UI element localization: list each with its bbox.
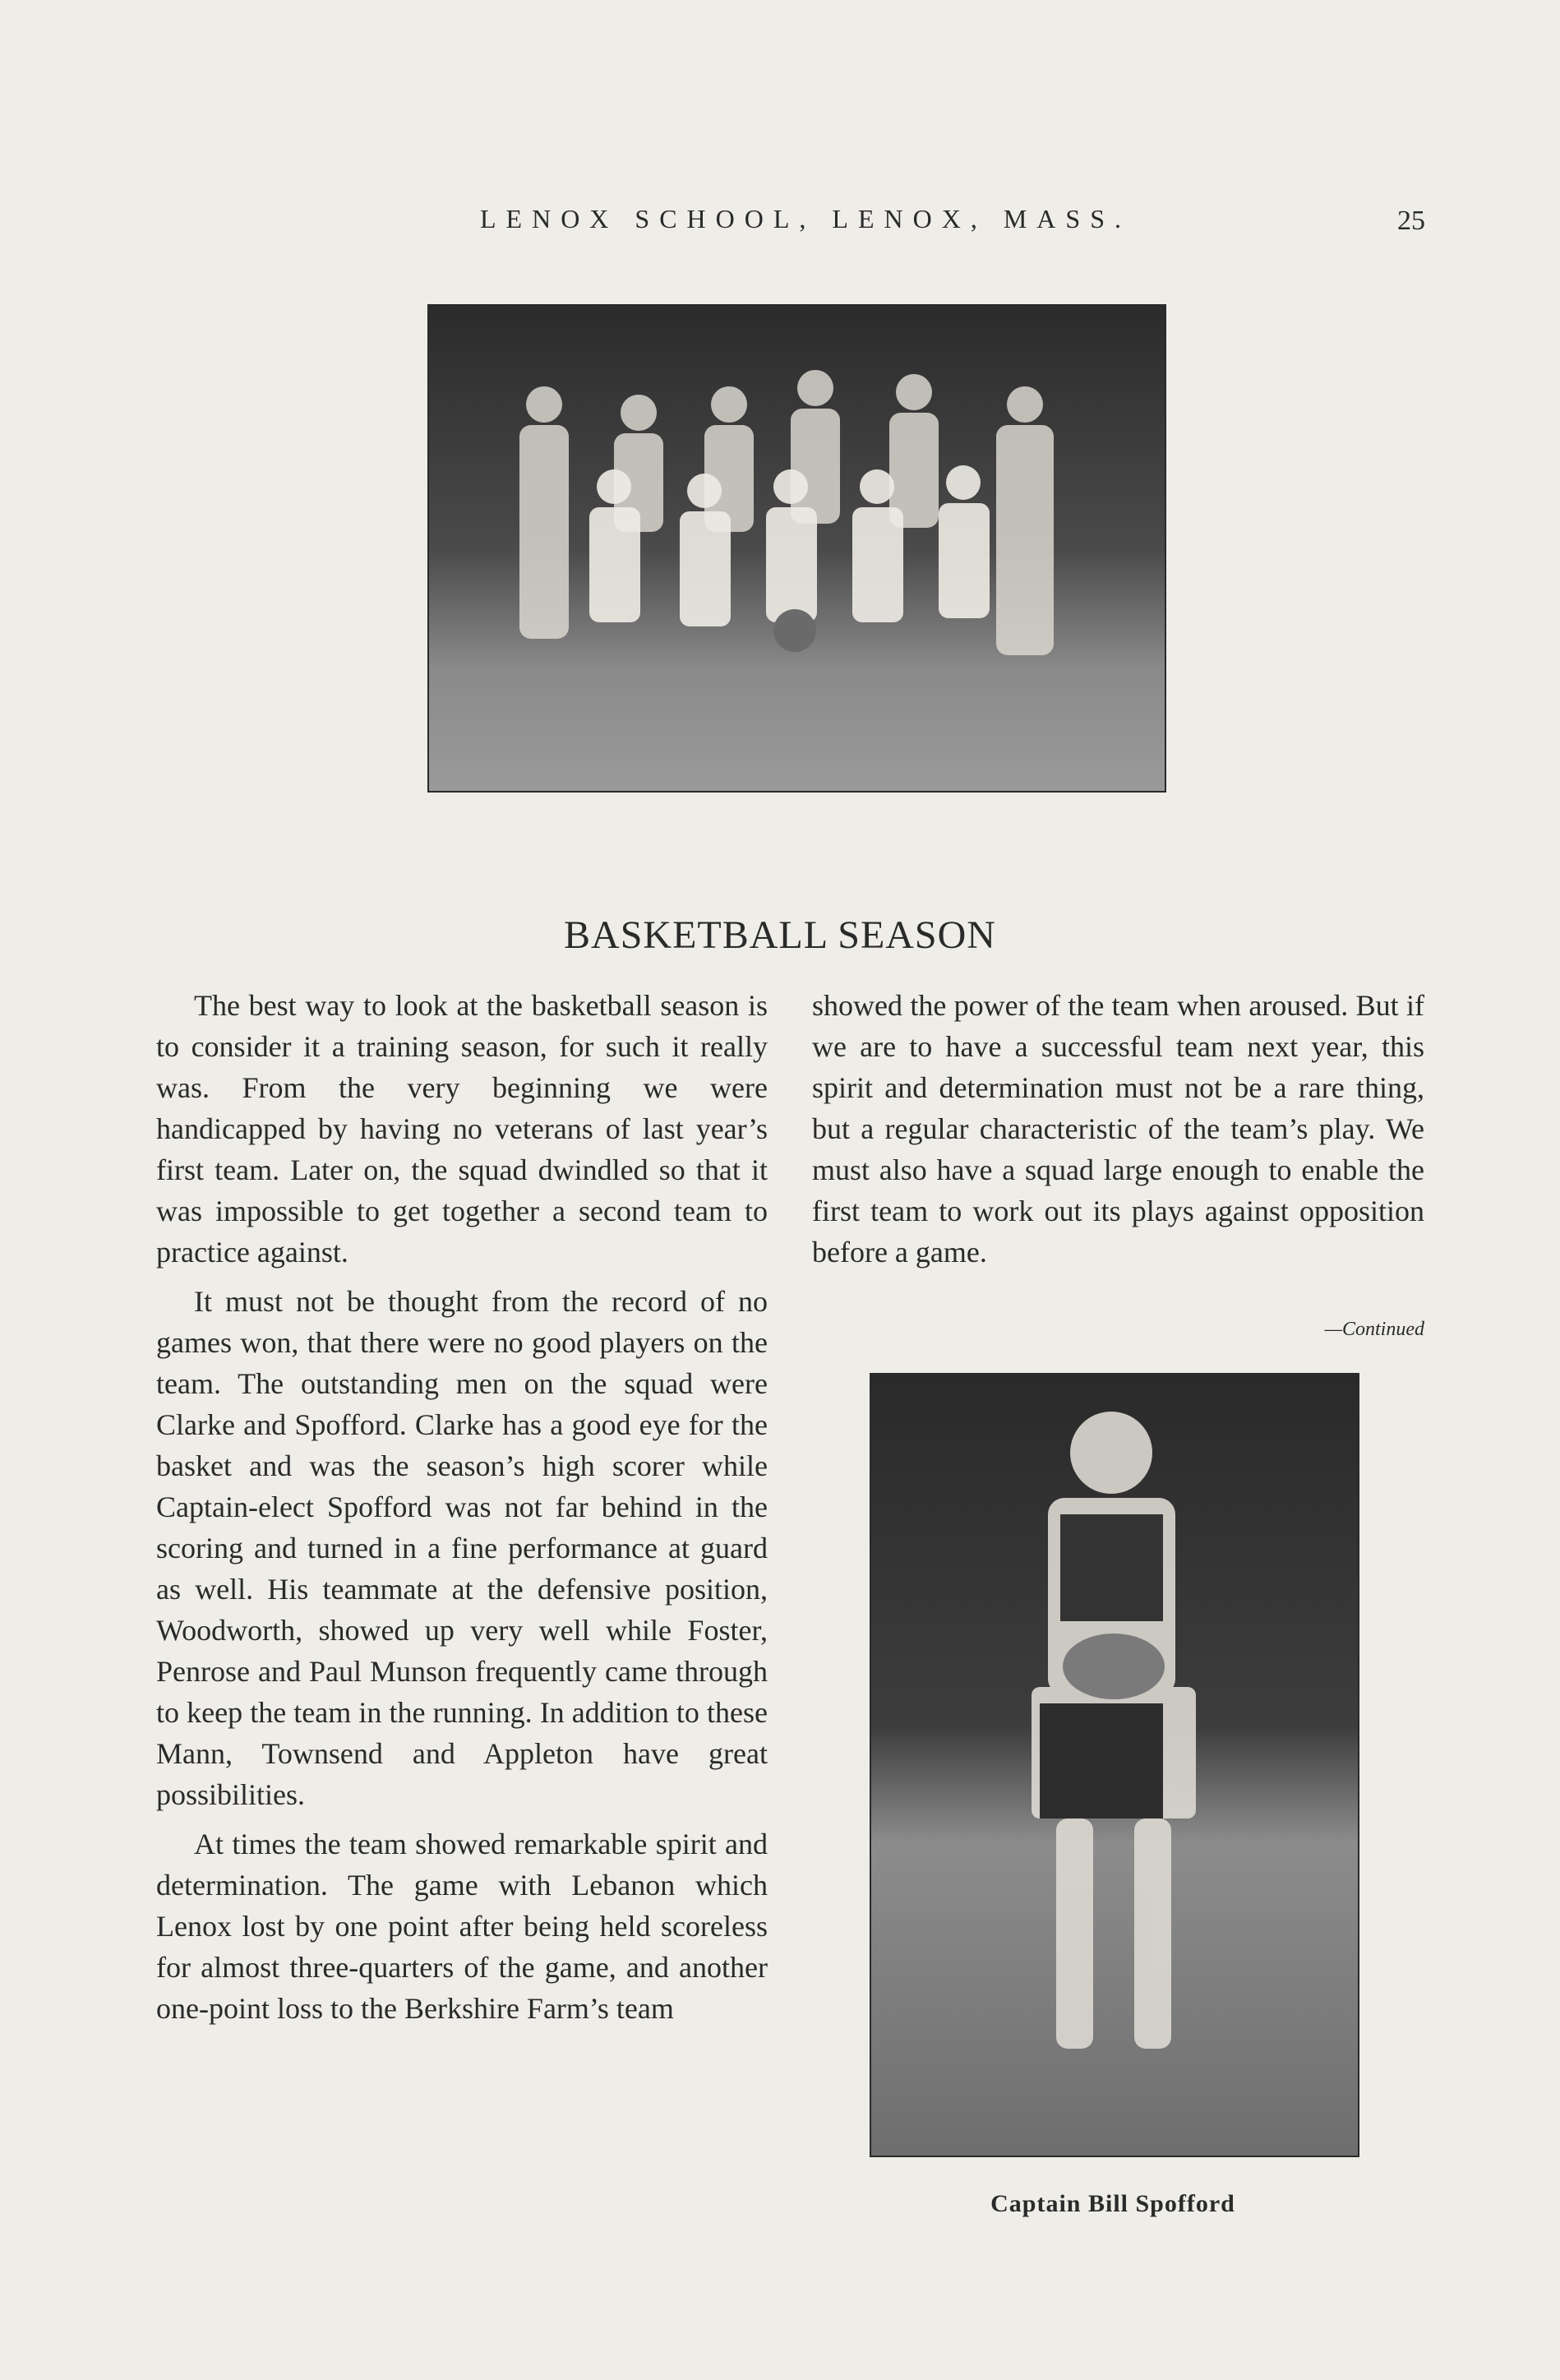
team-photo xyxy=(427,304,1166,793)
article-title: BASKETBALL SEASON xyxy=(564,913,996,957)
continued-note: —Continued xyxy=(1324,1319,1424,1340)
paragraph: showed the power of the team when aroused. But if we are to have a successful team next year, this spirit and determination must not be a rare thing, but a regular characteristic of the team’s play. We must also have a squad large enough to enable the first team to work out its plays against opposition before a game. xyxy=(812,989,1424,1269)
page-number: 25 xyxy=(1397,206,1425,236)
paragraph: It must not be thought from the record of no games won, that there were no good players on the team. The outstanding men on the squad were Clarke and Spofford. Clarke has a good eye for the basket and was the season’s high scorer while Captain-elect Spofford was not far behind in the scoring and turned in a fine performance at guard as well. His teammate at the defensive position, Woodworth, showed up very well while Foster, Penrose and Paul Munson frequently came through to keep the team in the running. In addition to these Mann, Townsend and Appleton have great possibilities. xyxy=(156,1285,768,1811)
photo-caption: Captain Bill Spofford xyxy=(990,2190,1235,2217)
paragraph: At times the team showed remarkable spirit and determination. The game with Lebanon which Lenox lost by one point after being held scoreless for almost three-quarters of the game, and another one-point loss to the Berkshire Farm’s team xyxy=(156,1828,768,2025)
running-title: LENOX SCHOOL, LENOX, MASS. xyxy=(479,204,1131,233)
captain-photo xyxy=(870,1373,1359,2157)
right-column xyxy=(812,985,1424,1281)
left-column xyxy=(156,985,768,2037)
paragraph: The best way to look at the basketball season is to consider it a training season, for such it really was. From the very beginning we were handicapped by having no veterans of last year’s first team. Later on, the squad dwindled so that it was impossible to get together a second team to practice against. xyxy=(156,989,768,1269)
